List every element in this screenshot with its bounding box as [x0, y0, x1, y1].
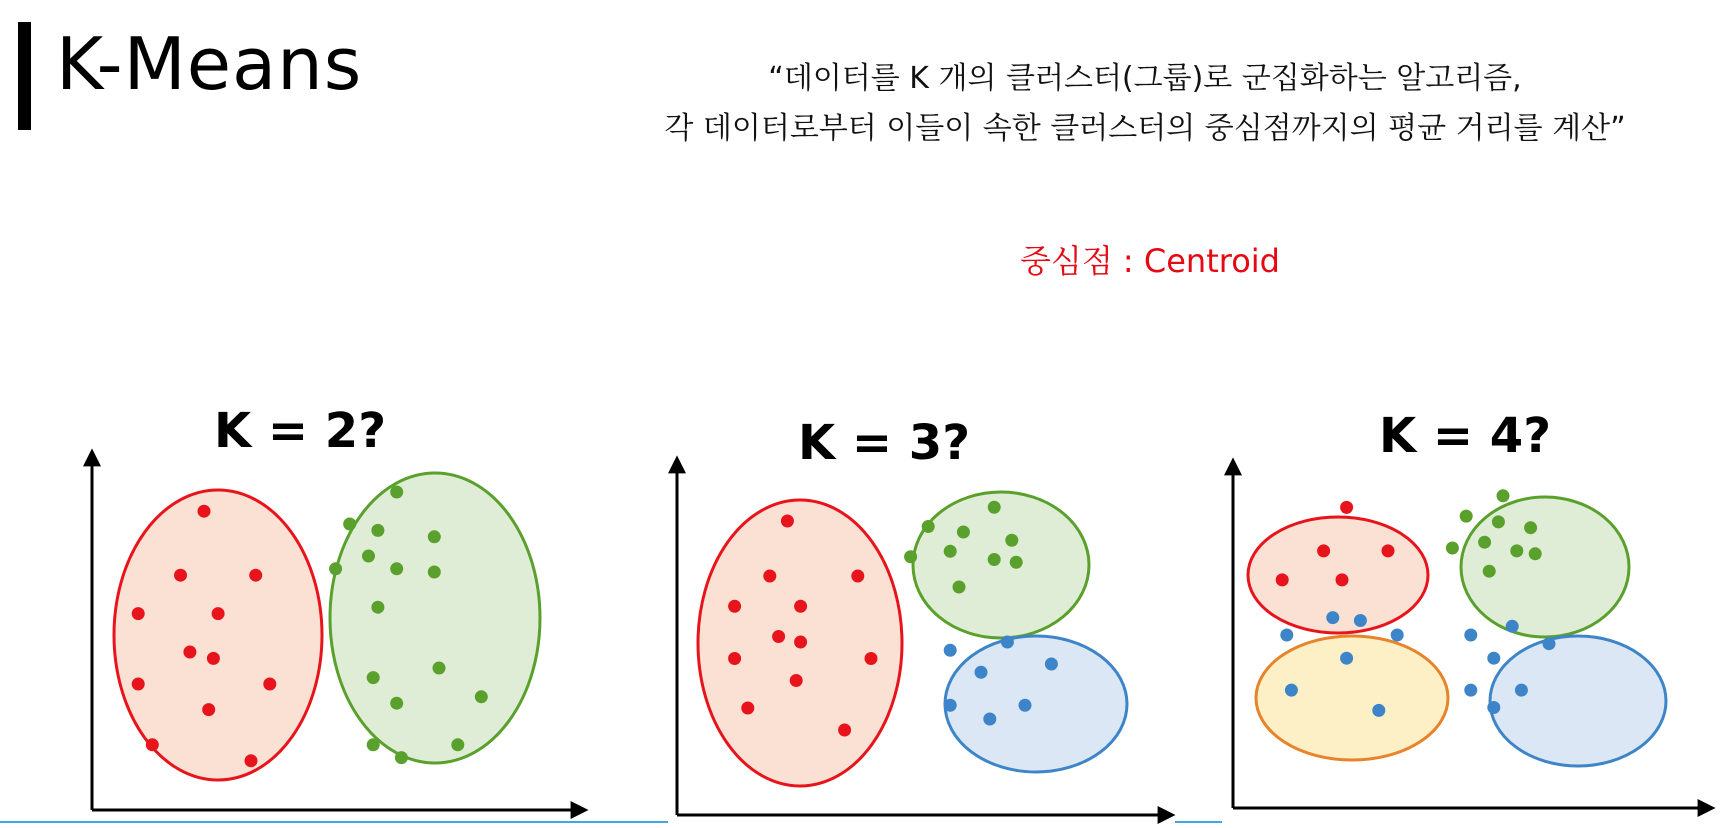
data-point-blue-3	[975, 666, 988, 679]
data-point-green-6	[390, 562, 403, 575]
data-point-red-1	[1317, 544, 1330, 557]
panel-k3	[677, 415, 1172, 815]
data-point-blue-4	[1464, 684, 1477, 697]
data-point-green-8	[1483, 565, 1496, 578]
data-point-blue-6	[1019, 699, 1032, 712]
data-point-red-4	[212, 607, 225, 620]
data-point-red-2	[851, 570, 864, 583]
data-point-red-3	[728, 600, 741, 613]
data-point-red-2	[249, 569, 262, 582]
data-point-green-15	[451, 738, 464, 751]
data-point-green-4	[362, 550, 375, 563]
data-point-orange-5	[1285, 684, 1298, 697]
panel-k3-label: K = 3?	[797, 415, 971, 471]
data-point-green-5	[329, 562, 342, 575]
data-point-red-3	[1276, 573, 1289, 586]
data-point-green-9	[433, 662, 446, 675]
data-point-red-7	[132, 678, 145, 691]
centroid-english: Centroid	[1143, 242, 1280, 280]
data-point-red-3	[132, 607, 145, 620]
data-point-red-10	[146, 738, 159, 751]
data-point-orange-6	[1372, 704, 1385, 717]
data-point-green-5	[1478, 536, 1491, 549]
data-point-green-0	[1497, 489, 1510, 502]
data-point-red-2	[1382, 544, 1395, 557]
data-point-blue-0	[944, 644, 957, 657]
data-point-green-3	[1524, 521, 1537, 534]
centroid-term: 중심점	[1020, 242, 1113, 280]
panel-k3-cluster-green	[913, 492, 1089, 638]
data-point-orange-3	[1391, 629, 1404, 642]
data-point-green-7	[1010, 556, 1023, 569]
data-point-green-6	[988, 553, 1001, 566]
data-point-green-1	[343, 518, 356, 531]
data-point-green-7	[428, 566, 441, 579]
data-point-blue-5	[983, 713, 996, 726]
data-point-red-4	[1336, 573, 1349, 586]
data-point-red-5	[183, 646, 196, 659]
quote-line-1: “데이터를 K 개의 클러스터(그룹)로 군집화하는 알고리즘,	[768, 61, 1522, 96]
data-point-red-11	[838, 724, 851, 737]
data-point-green-6	[1510, 544, 1523, 557]
data-point-red-9	[790, 674, 803, 687]
panel-k2-label: K = 2?	[213, 403, 387, 459]
data-point-red-7	[728, 652, 741, 665]
data-point-green-1	[1460, 510, 1473, 523]
data-point-blue-1	[1001, 636, 1014, 649]
data-point-red-0	[198, 505, 211, 518]
data-point-red-11	[245, 754, 258, 767]
panel-k2-cluster-red	[114, 490, 322, 780]
data-point-blue-5	[1515, 684, 1528, 697]
panel-k4-label: K = 4?	[1378, 408, 1552, 464]
data-point-green-0	[988, 501, 1001, 514]
data-point-orange-1	[1354, 614, 1367, 627]
data-point-blue-2	[1045, 658, 1058, 671]
data-point-red-8	[263, 678, 276, 691]
data-point-green-3	[428, 530, 441, 543]
data-point-red-0	[1340, 501, 1353, 514]
data-point-red-5	[772, 630, 785, 643]
data-point-red-8	[865, 652, 878, 665]
centroid-separator: :	[1112, 242, 1144, 280]
data-point-blue-6	[1487, 701, 1500, 714]
data-point-red-4	[794, 600, 807, 613]
data-point-green-13	[367, 738, 380, 751]
data-point-red-1	[763, 570, 776, 583]
data-point-red-1	[174, 569, 187, 582]
data-point-green-12	[475, 690, 488, 703]
data-point-green-2	[957, 526, 970, 539]
data-point-blue-0	[1506, 620, 1519, 633]
data-point-green-11	[390, 697, 403, 710]
data-point-green-2	[1492, 515, 1505, 528]
data-point-blue-3	[1487, 652, 1500, 665]
data-point-green-1	[922, 520, 935, 533]
quote-line-2: 각 데이터로부터 이들이 속한 클러스터의 중심점까지의 평균 거리를 계산”	[664, 111, 1626, 146]
data-point-blue-4	[944, 699, 957, 712]
data-point-orange-4	[1340, 652, 1353, 665]
data-point-green-4	[1446, 542, 1459, 555]
data-point-red-6	[207, 652, 220, 665]
panel-k3-cluster-blue	[945, 636, 1127, 772]
data-point-green-10	[367, 671, 380, 684]
data-point-green-5	[944, 545, 957, 558]
panel-k2	[92, 403, 585, 810]
data-point-green-0	[390, 486, 403, 499]
data-point-green-4	[904, 550, 917, 563]
panel-k4-cluster-blue	[1490, 636, 1666, 766]
data-point-green-8	[953, 581, 966, 594]
data-point-blue-2	[1543, 637, 1556, 650]
data-point-green-3	[1005, 534, 1018, 547]
data-point-blue-1	[1464, 629, 1477, 642]
page-title: K-Means	[56, 22, 363, 106]
data-point-green-7	[1529, 547, 1542, 560]
panel-k4	[1233, 408, 1712, 808]
data-point-red-6	[794, 636, 807, 649]
data-point-orange-2	[1280, 629, 1293, 642]
data-point-red-9	[202, 703, 215, 716]
panel-k2-cluster-green	[330, 473, 540, 763]
data-point-green-2	[371, 524, 384, 537]
data-point-orange-0	[1326, 611, 1339, 624]
data-point-green-14	[395, 751, 408, 764]
data-point-red-0	[781, 515, 794, 528]
data-point-red-10	[741, 702, 754, 715]
data-point-green-8	[371, 601, 384, 614]
